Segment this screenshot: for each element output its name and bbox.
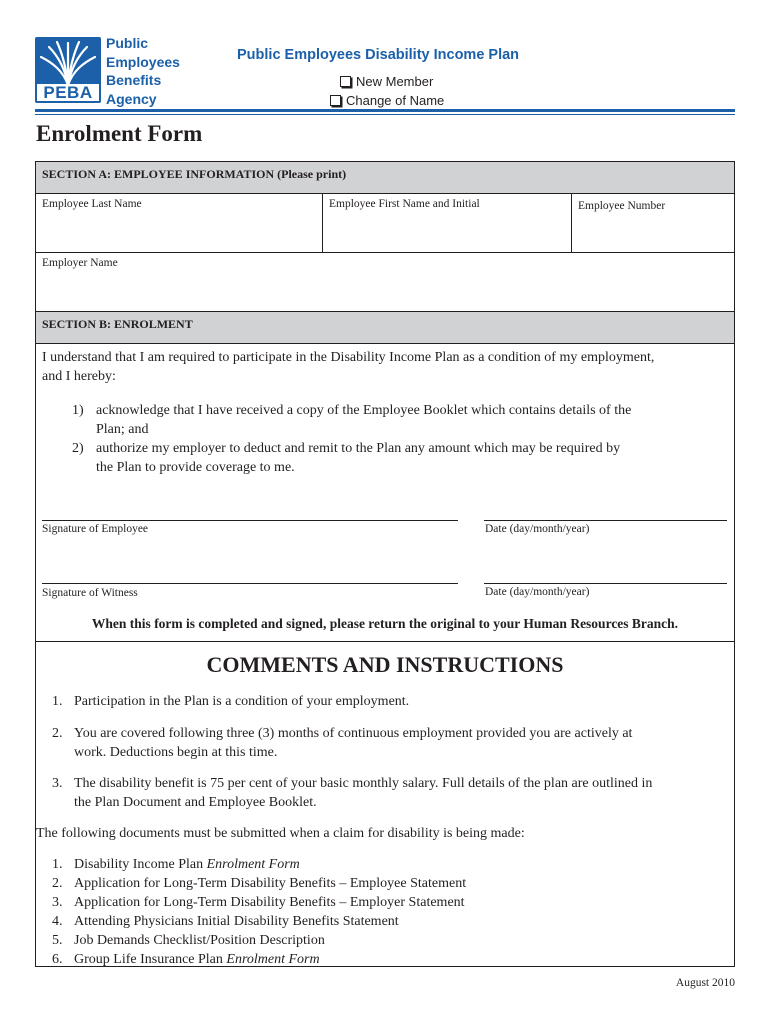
signature-employee-line[interactable] — [42, 520, 458, 521]
list-item — [52, 893, 722, 912]
enrolment-intro — [42, 348, 654, 386]
form-title: Enrolment Form — [36, 121, 203, 146]
item-line: acknowledge that I have received a copy of the Employee Booklet which contains details of the — [96, 403, 632, 418]
footer-date: August 2010 — [675, 977, 735, 989]
new-member-label: New Member — [356, 74, 434, 89]
comment-item-2 — [52, 724, 722, 762]
signature-witness-line[interactable] — [42, 583, 458, 584]
list-item — [52, 912, 722, 931]
item-number: 2) — [72, 441, 84, 456]
item-line: The disability benefit is 75 per cent of your basic monthly salary. Full details of the plan are outlined in — [74, 776, 653, 791]
checkbox-icon[interactable] — [340, 76, 351, 87]
documents-intro: The following documents must be submitted when a claim for disability is being made: — [36, 826, 525, 841]
doc-text: Job Demands Checklist/Position Description — [74, 933, 325, 948]
header-divider — [35, 109, 735, 112]
date-label: Date (day/month/year) — [485, 523, 590, 535]
item-number: 1. — [52, 694, 63, 709]
date-line[interactable] — [484, 520, 727, 521]
intro-line: and I hereby: — [42, 369, 116, 384]
organization-name — [106, 34, 180, 108]
employee-last-name-field[interactable] — [35, 193, 323, 253]
org-line: Agency — [106, 90, 157, 107]
header-divider-thin — [35, 114, 735, 115]
logo-text: PEBA — [37, 84, 99, 101]
return-note: When this form is completed and signed, please return the original to your Human Resources Branch. — [91, 616, 679, 631]
field-label: Employee Number — [578, 200, 666, 212]
wheat-sheaf-icon — [35, 37, 101, 87]
doc-text: Group Life Insurance Plan — [74, 952, 227, 967]
checkbox-icon[interactable] — [330, 95, 341, 106]
witness-date-label: Date (day/month/year) — [485, 586, 590, 598]
plan-title: Public Employees Disability Income Plan — [237, 47, 520, 63]
item-line: You are covered following three (3) months of continuous employment provided you are actively at — [74, 726, 633, 741]
signature-employee-label: Signature of Employee — [42, 523, 149, 535]
section-a-heading: SECTION A: EMPLOYEE INFORMATION (Please print) — [35, 161, 735, 194]
item-line: Participation in the Plan is a condition of your employment. — [74, 694, 410, 709]
item-number: 4. — [52, 914, 63, 929]
change-of-name-label: Change of Name — [346, 93, 445, 108]
item-line: the Plan Document and Employee Booklet. — [74, 795, 317, 810]
enrolment-item-2 — [72, 439, 712, 477]
comments-title: COMMENTS AND INSTRUCTIONS — [206, 652, 564, 677]
item-number: 3. — [52, 895, 63, 910]
change-of-name-option[interactable] — [330, 93, 444, 108]
doc-italic: Enrolment Form — [206, 857, 300, 872]
comment-item-3 — [52, 774, 732, 812]
list-item — [52, 855, 722, 874]
intro-line: I understand that I am required to participate in the Disability Income Plan as a condition of my employment, — [42, 350, 655, 365]
section-b-heading: SECTION B: ENROLMENT — [35, 311, 735, 344]
item-line: the Plan to provide coverage to me. — [96, 460, 295, 475]
list-item — [52, 950, 722, 969]
org-line: Benefits — [106, 72, 162, 88]
employer-name-field[interactable] — [35, 252, 735, 312]
item-number: 6. — [52, 952, 63, 967]
peba-logo — [35, 37, 101, 103]
item-number: 1) — [72, 403, 84, 418]
item-number: 1. — [52, 857, 63, 872]
item-line: work. Deductions begin at this time. — [74, 745, 278, 760]
documents-list — [52, 855, 722, 969]
field-label: Employer Name — [42, 257, 118, 269]
signature-witness-label: Signature of Witness — [42, 587, 138, 599]
doc-text: Attending Physicians Initial Disability Benefits Statement — [74, 914, 399, 929]
enrolment-item-1 — [72, 401, 712, 439]
item-number: 2. — [52, 876, 63, 891]
item-line: authorize my employer to deduct and remit to the Plan any amount which may be required by — [96, 441, 621, 456]
witness-date-line[interactable] — [484, 583, 727, 584]
list-item — [52, 931, 722, 950]
item-number: 2. — [52, 726, 63, 741]
section-divider — [35, 641, 735, 642]
item-number: 5. — [52, 933, 63, 948]
list-item — [52, 874, 722, 893]
doc-text: Application for Long-Term Disability Benefits – Employer Statement — [74, 895, 465, 910]
doc-text: Disability Income Plan — [74, 857, 207, 872]
doc-text: Application for Long-Term Disability Benefits – Employee Statement — [74, 876, 467, 891]
field-label: Employee First Name and Initial — [329, 198, 480, 210]
comment-item-1 — [52, 692, 722, 711]
field-label: Employee Last Name — [42, 198, 142, 210]
employee-first-name-field[interactable] — [322, 193, 572, 253]
org-line: Public — [106, 35, 149, 51]
doc-italic: Enrolment Form — [226, 952, 320, 967]
employee-number-field[interactable] — [571, 193, 735, 253]
new-member-option[interactable] — [340, 74, 433, 89]
item-number: 3. — [52, 776, 63, 791]
org-line: Employees — [106, 53, 180, 70]
item-line: Plan; and — [96, 422, 149, 437]
